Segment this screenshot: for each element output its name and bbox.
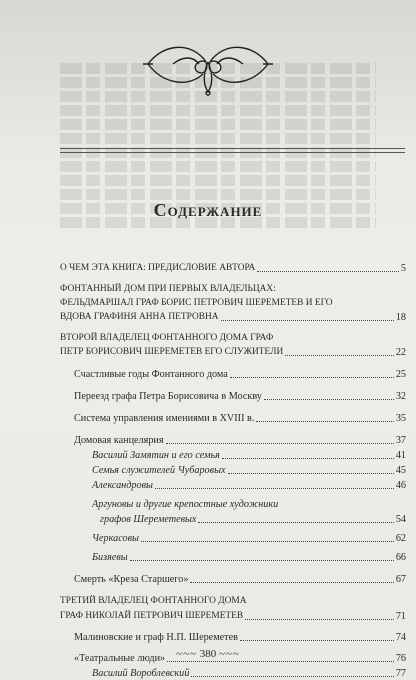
toc-entry: ФОНТАННЫЙ ДОМ ПРИ ПЕРВЫХ ВЛАДЕЛЬЦАХ: [60, 284, 276, 294]
toc-entry: ГРАФ НИКОЛАЙ ПЕТРОВИЧ ШЕРЕМЕТЕВ 71 [60, 611, 406, 622]
toc-entry: Александровы 46 [92, 480, 406, 491]
decorative-flourish-icon [143, 34, 273, 96]
toc-entry: Система управления имениями в XVIII в. 35 [74, 413, 406, 424]
footer-ornament-left: ~~~ [176, 648, 197, 660]
toc-entry: «Театральные люди» 76 [74, 653, 406, 664]
toc-entry: Домовая канцелярия 37 [74, 435, 406, 446]
toc-entry: Смерть «Креза Старшего» 67 [74, 574, 406, 585]
toc-entry: Малиновские и граф Н.П. Шереметев 74 [74, 632, 406, 643]
toc-entry: Аргуновы и другие крепостные художники [92, 499, 279, 510]
page-footer [0, 648, 416, 660]
toc-entry: Василий Вороблевский 77 [92, 668, 406, 679]
toc-entry: Переезд графа Петра Борисовича в Москву 32 [74, 391, 406, 402]
toc-entry: О ЧЕМ ЭТА КНИГА: ПРЕДИСЛОВИЕ АВТОРА 5 [60, 263, 406, 274]
toc-entry: ВДОВА ГРАФИНЯ АННА ПЕТРОВНА 18 [60, 312, 406, 323]
header-rule [60, 148, 405, 149]
toc-entry: Василий Замятин и его семья 41 [92, 450, 406, 461]
footer-ornament-right: ~~~ [219, 648, 240, 660]
toc-entry: графов Шереметевых 54 [100, 514, 406, 525]
toc-entry: Черкасовы 62 [92, 533, 406, 544]
page-title: Содержание [153, 200, 263, 220]
header-rule-thin [60, 152, 405, 153]
toc-entry: Семья служителей Чубаровых 45 [92, 465, 406, 476]
page-number: 380 [199, 648, 217, 660]
toc-entry: Бизяевы 66 [92, 552, 406, 563]
toc-entry: ВТОРОЙ ВЛАДЕЛЕЦ ФОНТАННОГО ДОМА ГРАФ [60, 333, 274, 343]
toc-entry: ФЕЛЬДМАРШАЛ ГРАФ БОРИС ПЕТРОВИЧ ШЕРЕМЕТЕВ И ЕГО [60, 298, 333, 308]
toc-entry: Счастливые годы Фонтанного дома 25 [74, 369, 406, 380]
toc-entry: ПЕТР БОРИСОВИЧ ШЕРЕМЕТЕВ ЕГО СЛУЖИТЕЛИ 22 [60, 347, 406, 358]
table-of-contents [60, 256, 406, 680]
toc-entry: ТРЕТИЙ ВЛАДЕЛЕЦ ФОНТАННОГО ДОМА [60, 596, 247, 606]
